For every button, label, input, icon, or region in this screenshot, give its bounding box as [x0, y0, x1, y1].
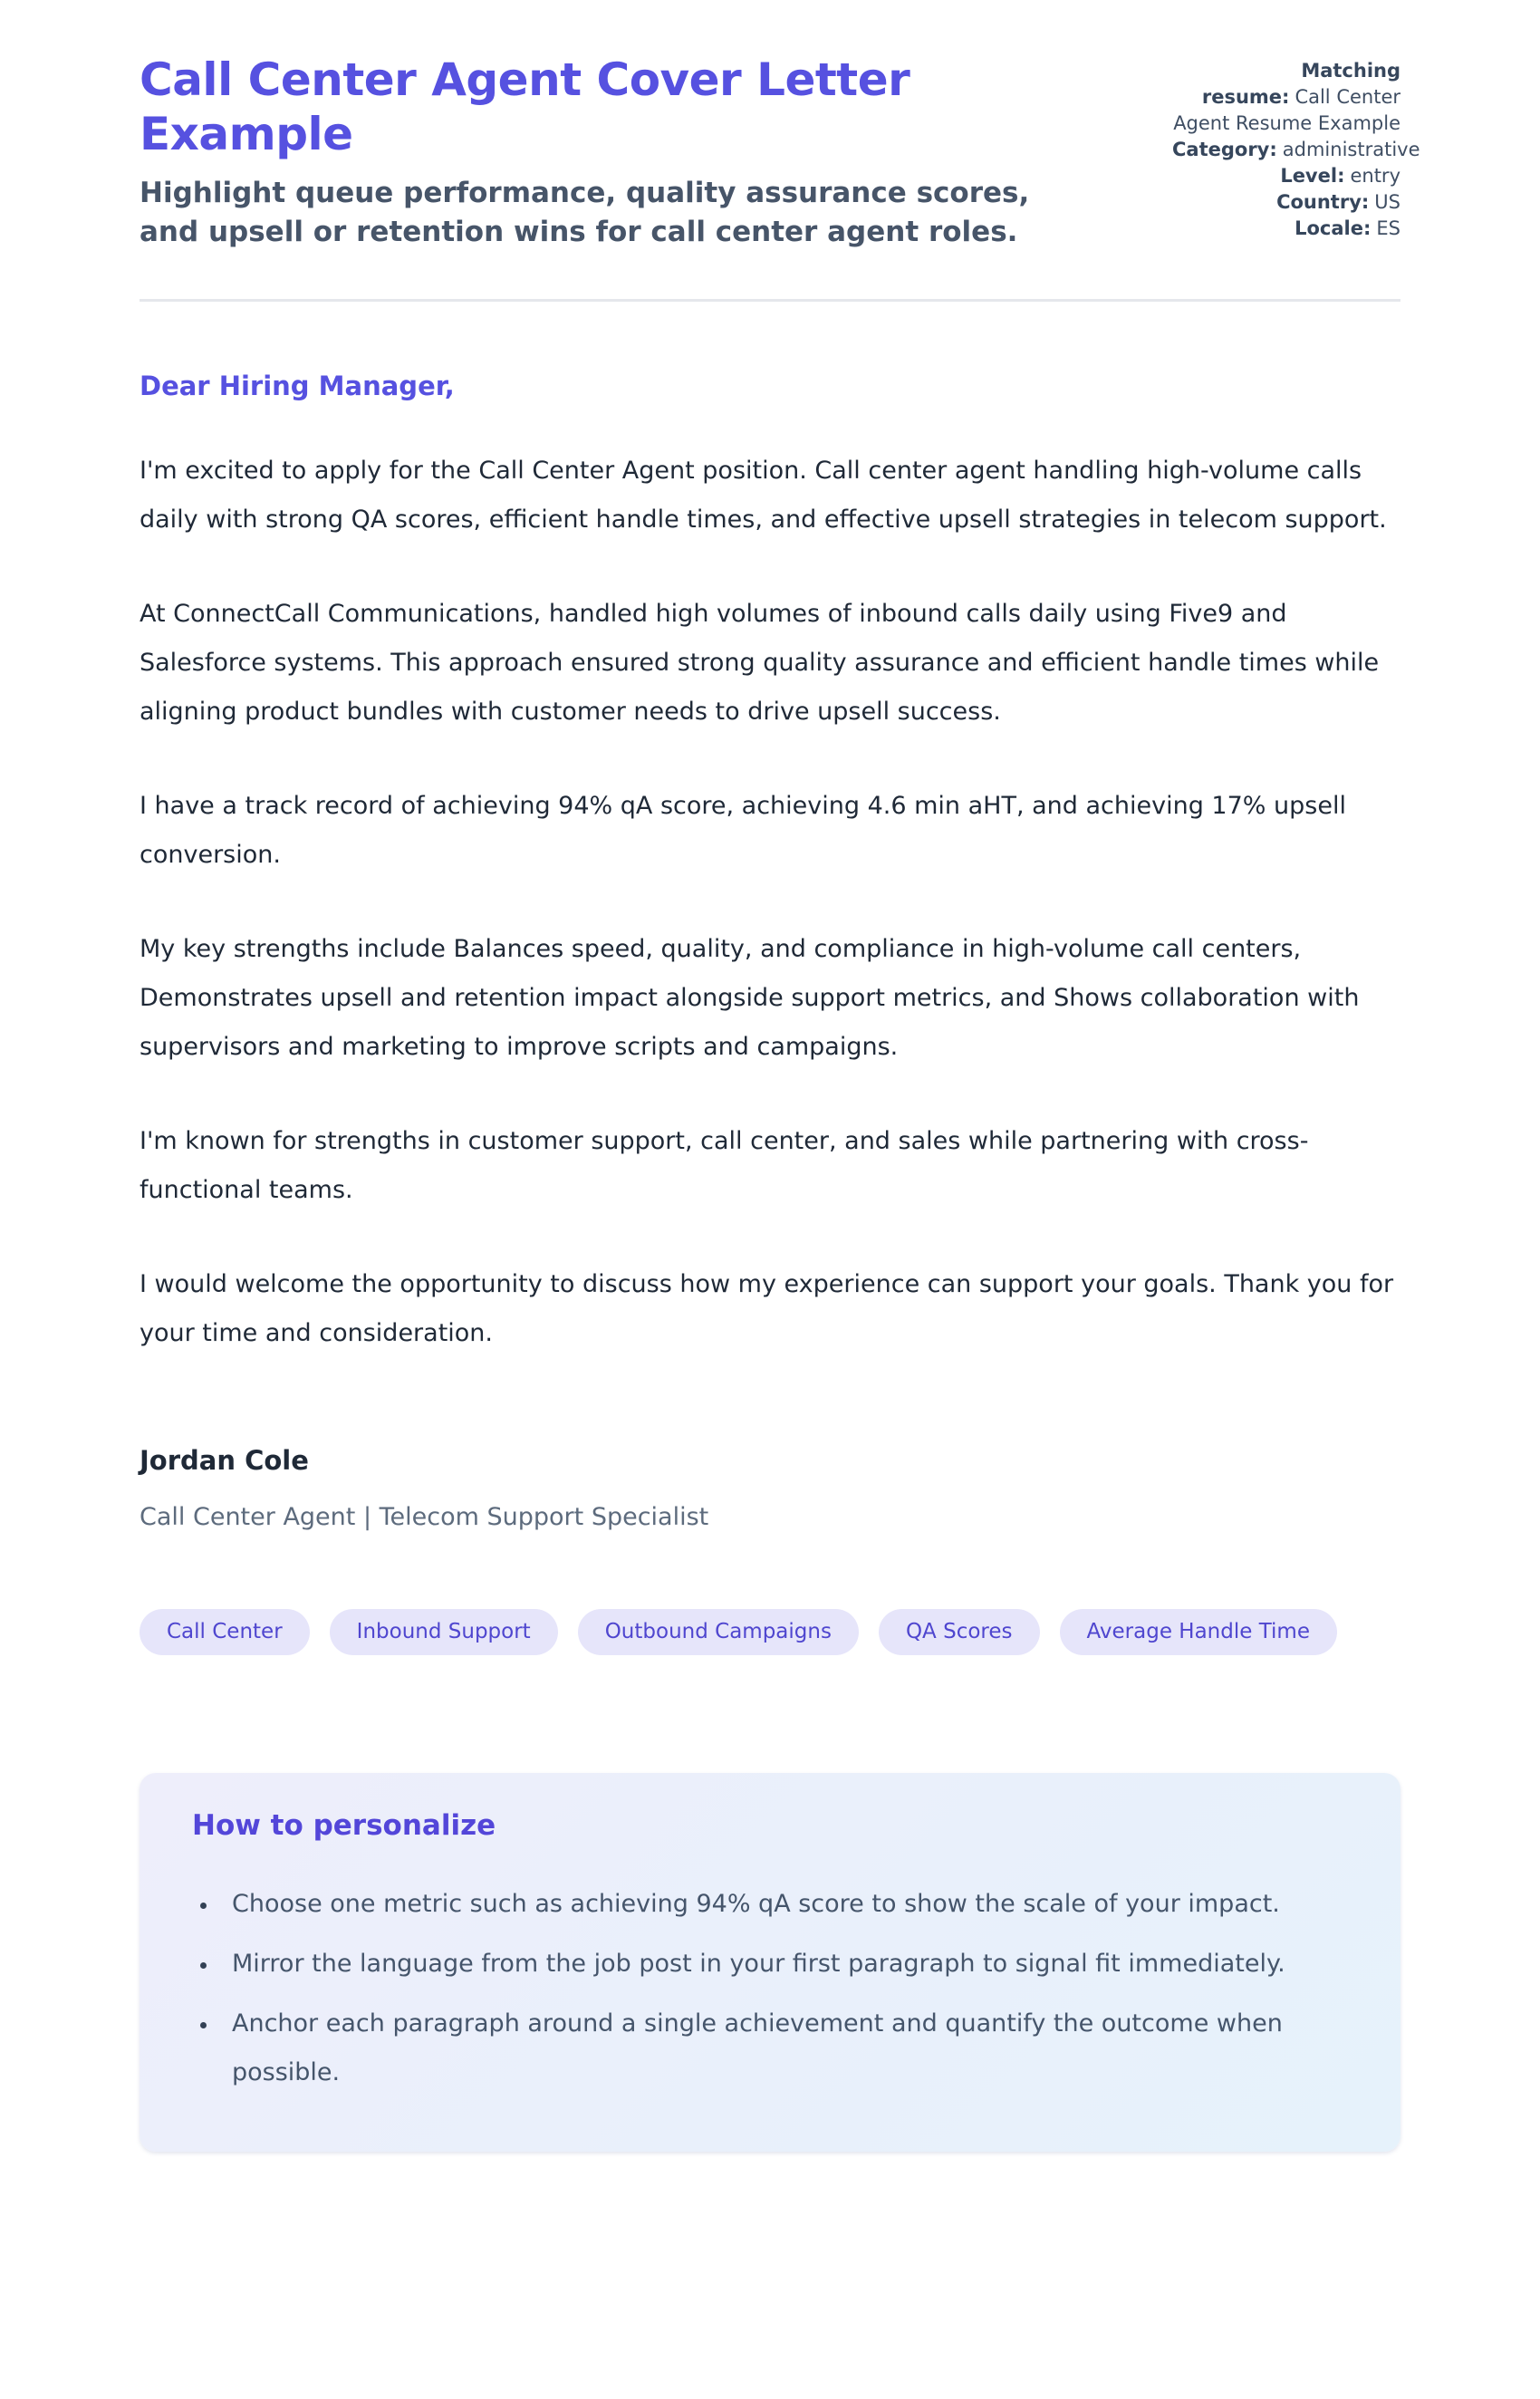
page-header [140, 53, 1420, 252]
personalize-bullet: • Choose one metric such as achieving 94% qA score to show the scale of your impact. [219, 1880, 1348, 1929]
cover-letter [140, 371, 1400, 1531]
tag-inbound-support[interactable]: Inbound Support [330, 1609, 558, 1655]
personalize-card [140, 1773, 1400, 2152]
meta-label: Level: [1280, 164, 1345, 187]
meta-value: US [1374, 190, 1400, 213]
meta-locale [1172, 216, 1400, 242]
letter-paragraph: I'm known for strengths in customer support, call center, and sales while partnering with cross-functional teams. [140, 1126, 1309, 1204]
letter-paragraph: At ConnectCall Communications, handled high volumes of inbound calls daily using Five9 and Salesforce systems. This approach ensured strong quality assurance and efficient handle times while aligning product bundles with customer needs to drive upsell success. [140, 599, 1380, 726]
personalize-bullet: • Mirror the language from the job post in your first paragraph to signal fit immediately. [219, 1940, 1348, 1989]
page-title: Call Center Agent Cover Letter Example [140, 53, 910, 160]
header-divider [140, 299, 1400, 302]
personalize-heading: How to personalize [192, 1808, 496, 1842]
header-title-block [140, 53, 1091, 252]
personalize-list [192, 1880, 1348, 2097]
personalize-bullet: • Anchor each paragraph around a single achievement and quantify the outcome when possible. [219, 1999, 1348, 2097]
meta-category [1172, 137, 1420, 163]
meta-matching-resume [1172, 58, 1400, 137]
letter-paragraph: My key strengths include Balances speed, quality, and compliance in high-volume call centers, Demonstrates upsell and retention impact alongside support metrics, and Shows collaboration with supervisors and marketing to improve scripts and campaigns. [140, 934, 1360, 1061]
meta-value: Call Center Agent Resume Example [1173, 85, 1400, 134]
letter-greeting: Dear Hiring Manager, [140, 370, 455, 401]
meta-block [1172, 53, 1420, 242]
page [140, 0, 1420, 2197]
tag-call-center[interactable]: Call Center [140, 1609, 310, 1655]
tag-list [140, 1609, 1400, 1655]
tag-average-handle-time[interactable]: Average Handle Time [1060, 1609, 1337, 1655]
meta-label: Locale: [1295, 217, 1372, 239]
page-subtitle: Highlight queue performance, quality assurance scores, and upsell or retention wins for call center agent roles. [140, 177, 1030, 248]
meta-label: Category: [1172, 138, 1277, 160]
meta-country [1172, 189, 1400, 216]
meta-value: entry [1350, 164, 1400, 187]
signature-name: Jordan Cole [140, 1444, 309, 1476]
tag-qa-scores[interactable]: QA Scores [879, 1609, 1040, 1655]
tag-outbound-campaigns[interactable]: Outbound Campaigns [578, 1609, 859, 1655]
meta-value: ES [1376, 217, 1400, 239]
meta-value: administrative [1282, 138, 1420, 160]
letter-paragraph: I'm excited to apply for the Call Center Agent position. Call center agent handling high-volume calls daily with strong QA scores, efficient handle times, and effective upsell strategies in telecom support. [140, 456, 1387, 534]
signature-role: Call Center Agent | Telecom Support Specialist [140, 1502, 709, 1531]
meta-label: Country: [1276, 190, 1370, 213]
letter-paragraph: I have a track record of achieving 94% qA score, achieving 4.6 min aHT, and achieving 17% upsell conversion. [140, 791, 1346, 869]
letter-paragraph: I would welcome the opportunity to discuss how my experience can support your goals. Thank you for your time and consideration. [140, 1269, 1394, 1347]
meta-label: Matching resume: [1201, 60, 1400, 108]
meta-level [1172, 163, 1400, 189]
